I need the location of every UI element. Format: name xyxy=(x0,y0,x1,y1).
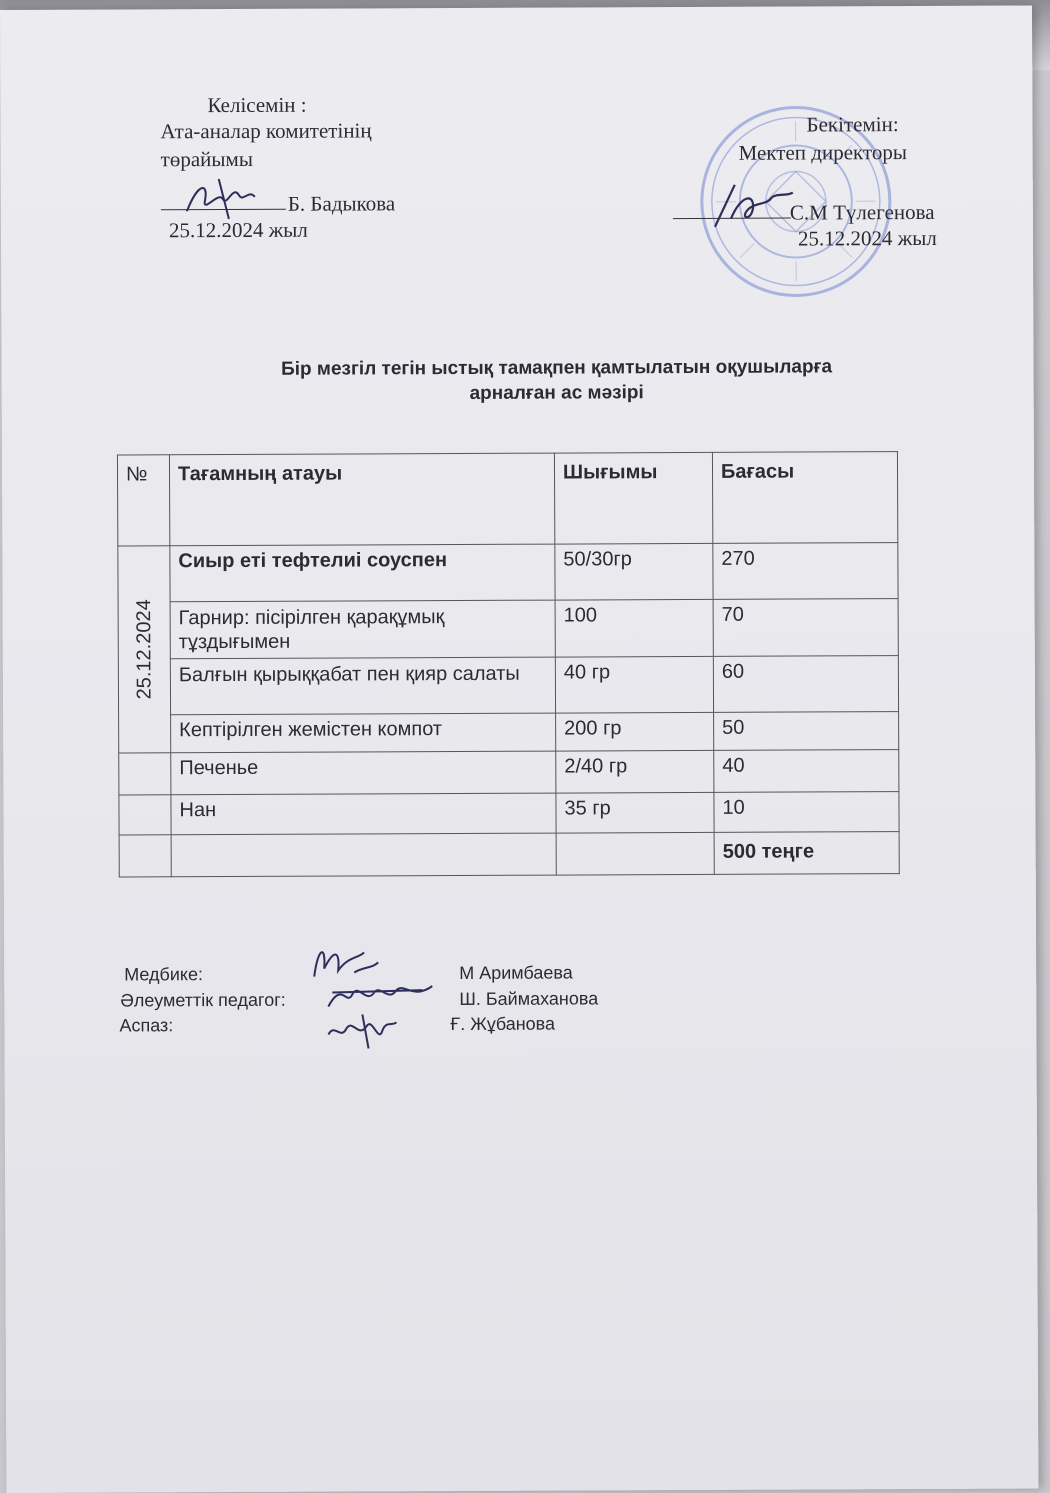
table-row xyxy=(119,712,899,753)
dish-price: 10 xyxy=(714,792,899,833)
document-title: Бір мезгіл тегін ыстық тамақпен қамтылатын оқушыларға xyxy=(281,356,833,380)
document-page xyxy=(0,5,1038,1492)
signature-right xyxy=(701,175,801,235)
approval-left-name: Б. Бадыкова xyxy=(287,191,396,216)
table-header-row xyxy=(117,452,897,546)
signature-left xyxy=(179,171,269,223)
dish-price: 70 xyxy=(713,599,898,657)
table-total-row xyxy=(119,832,899,877)
dish-price: 270 xyxy=(713,543,898,600)
empty-cell xyxy=(171,833,556,877)
staff-name-nurse: М Аримбаева xyxy=(459,962,573,984)
dish-yield: 200 гр xyxy=(556,712,714,751)
date-label: 25.12.2024 xyxy=(132,599,156,700)
table-row xyxy=(118,543,898,602)
staff-role-social-pedagogue: Әлеуметтік педагог: xyxy=(120,989,286,1011)
dish-yield: 35 гр xyxy=(556,792,714,833)
staff-name-cook: Ғ. Жұбанова xyxy=(450,1013,556,1035)
header-yield: Шығымы xyxy=(554,452,712,544)
approval-left-role: Ата-аналар комитетінің xyxy=(160,118,372,144)
dish-price: 50 xyxy=(714,712,899,751)
header-number: № xyxy=(117,455,169,546)
staff-name-social-pedagogue: Ш. Баймаханова xyxy=(459,988,599,1010)
empty-cell xyxy=(119,753,171,795)
header-price: Бағасы xyxy=(712,452,897,544)
approval-right-name: С.М Түлегенова xyxy=(789,199,935,225)
date-cell xyxy=(118,546,171,753)
dish-price: 60 xyxy=(713,656,898,713)
dish-yield: 40 гр xyxy=(555,656,713,713)
approval-right-role: Мектеп директоры xyxy=(738,140,907,165)
empty-cell xyxy=(119,795,171,835)
approval-left-heading: Келісемін : xyxy=(207,92,307,118)
document-title-line-2: арналған ас мәзірі xyxy=(469,382,644,404)
staff-role-cook: Аспаз: xyxy=(119,1015,174,1036)
table-row xyxy=(119,792,899,835)
dish-price: 40 xyxy=(714,750,899,793)
table-row xyxy=(119,750,899,795)
approval-right-date: 25.12.2024 жыл xyxy=(797,225,937,251)
table-row xyxy=(118,599,898,659)
empty-cell xyxy=(119,835,171,877)
dish-name: Сиыр еті тефтелиі соуспен xyxy=(170,544,555,602)
dish-name: Печенье xyxy=(171,751,556,795)
approval-left-date: 25.12.2024 жыл xyxy=(168,217,308,243)
approval-right-heading: Бекітемін: xyxy=(806,112,899,137)
menu-table xyxy=(117,451,899,877)
dish-yield: 50/30гр xyxy=(555,543,713,600)
dish-name: Гарнир: пісірілген қарақұмық тұздығымен xyxy=(170,600,555,659)
dish-name: Нан xyxy=(171,793,556,835)
dish-name: Балғын қырыққабат пен қияр салаты xyxy=(170,657,555,715)
signature-cook xyxy=(322,1010,402,1050)
dish-yield: 2/40 гр xyxy=(556,750,714,793)
staff-role-nurse: Медбике: xyxy=(124,964,204,985)
total-price: 500 теңге xyxy=(714,832,899,875)
table-row xyxy=(118,656,898,715)
header-dish-name: Тағамның атауы xyxy=(169,453,554,546)
empty-cell xyxy=(556,832,714,875)
dish-name: Кептірілген жемістен компот xyxy=(171,713,556,753)
dish-yield: 100 xyxy=(555,599,713,657)
approval-left-role-2: төрайымы xyxy=(160,146,253,172)
